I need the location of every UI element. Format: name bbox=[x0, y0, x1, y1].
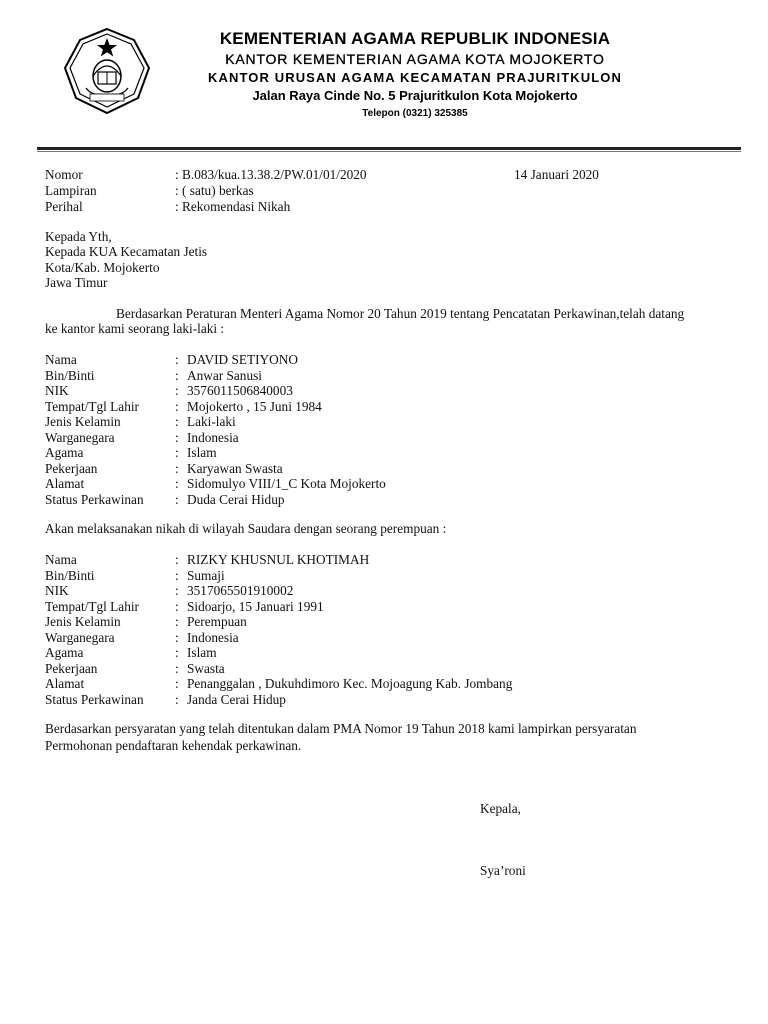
field-label: Agama bbox=[45, 445, 84, 460]
field-label: Bin/Binti bbox=[45, 367, 95, 383]
field-colon: : bbox=[175, 691, 179, 707]
signature-name: Sya’roni bbox=[480, 863, 526, 878]
letter-date: 14 Januari 2020 bbox=[514, 167, 599, 182]
field-value: 3576011506840003 bbox=[187, 383, 293, 398]
field-label: Nama bbox=[45, 352, 77, 367]
recipient-line: Kepada KUA Kecamatan Jetis bbox=[45, 244, 208, 259]
field-colon: : bbox=[175, 367, 179, 383]
lampiran-label: Lampiran bbox=[45, 183, 97, 198]
field-value: Laki-laki bbox=[187, 414, 236, 429]
field-value: Mojokerto , 15 Juni 1984 bbox=[187, 398, 322, 414]
field-value: RIZKY KHUSNUL KHOTIMAH bbox=[187, 552, 370, 567]
field-label: Pekerjaan bbox=[45, 660, 98, 676]
letterhead-address: Jalan Raya Cinde No. 5 Prajuritkulon Kota Mojokerto bbox=[252, 88, 578, 103]
field-value: Duda Cerai Hidup bbox=[187, 491, 285, 507]
field-colon: : bbox=[175, 614, 179, 629]
field-colon: : bbox=[175, 445, 179, 460]
field-value: Sidoarjo, 15 Januari 1991 bbox=[187, 598, 324, 614]
field-value: Anwar Sanusi bbox=[187, 367, 262, 383]
field-value: Sumaji bbox=[187, 567, 225, 583]
field-value: Swasta bbox=[187, 660, 225, 676]
field-colon: : bbox=[175, 414, 179, 429]
field-label: Warganegara bbox=[45, 629, 115, 645]
field-label: Alamat bbox=[45, 676, 85, 691]
field-colon: : bbox=[175, 583, 179, 598]
field-value: Indonesia bbox=[187, 429, 239, 445]
letterhead-ministry: KEMENTERIAN AGAMA REPUBLIK INDONESIA bbox=[219, 29, 611, 48]
field-colon: : bbox=[175, 476, 179, 491]
letterhead-kua: KANTOR URUSAN AGAMA KECAMATAN PRAJURITKULON bbox=[208, 70, 622, 85]
lampiran-value: : ( satu) berkas bbox=[175, 183, 254, 198]
field-value: Perempuan bbox=[187, 614, 247, 629]
closing-line-2: Permohonan pendaftaran kehendak perkawinan. bbox=[45, 738, 302, 753]
field-label: Tempat/Tgl Lahir bbox=[45, 598, 139, 614]
field-label: Jenis Kelamin bbox=[45, 414, 121, 429]
field-value: Janda Cerai Hidup bbox=[187, 691, 286, 707]
nomor-value: : B.083/kua.13.38.2/PW.01/01/2020 bbox=[175, 167, 367, 182]
field-colon: : bbox=[175, 567, 179, 583]
letterhead bbox=[160, 28, 670, 121]
field-colon: : bbox=[175, 352, 179, 367]
field-colon: : bbox=[175, 629, 179, 645]
field-label: Bin/Binti bbox=[45, 567, 95, 583]
field-label: Tempat/Tgl Lahir bbox=[45, 398, 139, 414]
letterhead-phone: Telepon (0321) 325385 bbox=[362, 108, 468, 119]
field-colon: : bbox=[175, 660, 179, 676]
field-value: Penanggalan , Dukuhdimoro Kec. Mojoagung Kab. Jombang bbox=[187, 676, 513, 691]
perihal-value: : Rekomendasi Nikah bbox=[175, 199, 291, 214]
field-label: Jenis Kelamin bbox=[45, 614, 121, 629]
middle-sentence: Akan melaksanakan nikah di wilayah Saudara dengan seorang perempuan : bbox=[45, 521, 447, 536]
perihal-label: Perihal bbox=[45, 199, 83, 214]
field-colon: : bbox=[175, 460, 179, 476]
intro-line-2: ke kantor kami seorang laki-laki : bbox=[45, 321, 225, 336]
header-divider-thick bbox=[37, 147, 741, 150]
field-label: NIK bbox=[45, 583, 69, 598]
field-colon: : bbox=[175, 491, 179, 507]
field-label: Status Perkawinan bbox=[45, 691, 144, 707]
signature-title: Kepala, bbox=[480, 801, 521, 816]
field-label: Nama bbox=[45, 552, 77, 567]
recipient-line: Kepada Yth, bbox=[45, 229, 112, 244]
field-value: Islam bbox=[187, 445, 217, 460]
field-colon: : bbox=[175, 429, 179, 445]
field-label: Pekerjaan bbox=[45, 460, 98, 476]
field-value: 3517065501910002 bbox=[187, 583, 294, 598]
field-label: Status Perkawinan bbox=[45, 491, 144, 507]
field-label: Agama bbox=[45, 645, 84, 660]
header-divider-thin bbox=[37, 151, 741, 152]
field-colon: : bbox=[175, 645, 179, 660]
nomor-label: Nomor bbox=[45, 167, 83, 182]
letterhead-office: KANTOR KEMENTERIAN AGAMA KOTA MOJOKERTO bbox=[225, 51, 605, 67]
field-label: Alamat bbox=[45, 476, 85, 491]
field-colon: : bbox=[175, 383, 179, 398]
field-label: NIK bbox=[45, 383, 69, 398]
field-value: Sidomulyo VIII/1_C Kota Mojokerto bbox=[187, 476, 386, 491]
field-value: Islam bbox=[187, 645, 217, 660]
closing-line-1: Berdasarkan persyaratan yang telah ditentukan dalam PMA Nomor 19 Tahun 2018 kami lampirkan persyaratan bbox=[45, 721, 637, 736]
ministry-logo bbox=[62, 26, 152, 116]
field-value: Karyawan Swasta bbox=[187, 460, 283, 476]
field-value: Indonesia bbox=[187, 629, 239, 645]
field-colon: : bbox=[175, 552, 179, 567]
field-colon: : bbox=[175, 598, 179, 614]
field-label: Warganegara bbox=[45, 429, 115, 445]
field-colon: : bbox=[175, 676, 179, 691]
recipient-line: Jawa Timur bbox=[45, 275, 108, 290]
intro-line-1: Berdasarkan Peraturan Menteri Agama Nomor 20 Tahun 2019 tentang Pencatatan Perkawinan,telah datang bbox=[116, 306, 685, 321]
field-value: DAVID SETIYONO bbox=[187, 352, 298, 367]
recipient-line: Kota/Kab. Mojokerto bbox=[45, 260, 160, 275]
field-colon: : bbox=[175, 398, 179, 414]
